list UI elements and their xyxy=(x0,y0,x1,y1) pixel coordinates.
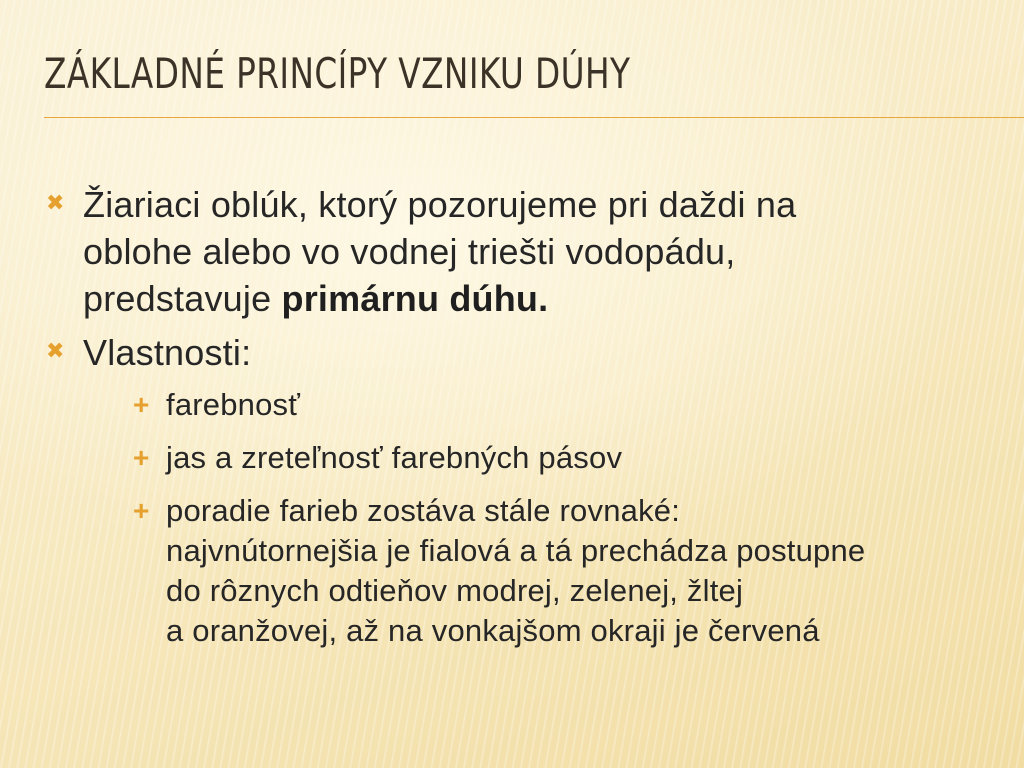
sub-bullet-item xyxy=(83,385,1006,425)
x-mark-bullet-icon: ✖ xyxy=(46,338,65,363)
plus-bullet-icon: + xyxy=(133,495,150,526)
bullet-text-line xyxy=(83,275,1006,322)
sub-bullet-text-line: najvnútornejšia je fialová a tá prechádza postupne xyxy=(166,533,866,568)
sub-bullet-text: farebnosť xyxy=(166,387,301,422)
sub-bullet-text-line: poradie farieb zostáva stále rovnaké: xyxy=(166,493,681,528)
plus-bullet-icon: + xyxy=(133,442,150,473)
sub-bullet-list xyxy=(83,385,1006,651)
plus-bullet-icon: + xyxy=(133,389,150,420)
bullet-text-line: Žiariaci oblúk, ktorý pozorujeme pri daždi na xyxy=(83,184,797,225)
bullet-text: predstavuje xyxy=(83,278,282,319)
bullet-text-line: oblohe alebo vo vodnej triešti vodopádu, xyxy=(83,231,736,272)
bullet-item-properties xyxy=(46,329,1006,651)
sub-bullet-text: jas a zreteľnosť farebných pásov xyxy=(166,440,623,475)
bullet-bold-term: primárnu dúhu. xyxy=(281,278,549,319)
sub-bullet-item xyxy=(83,491,1006,651)
sub-bullet-item xyxy=(83,438,1006,478)
x-mark-bullet-icon: ✖ xyxy=(46,190,65,215)
bullet-text-line: Vlastnosti: xyxy=(83,332,252,373)
sub-bullet-text-line: do rôznych odtieňov modrej, zelenej, žltej xyxy=(166,573,744,608)
slide-title: ZÁKLADNÉ PRINCÍPY VZNIKU DÚHY xyxy=(44,49,631,98)
slide-content xyxy=(46,181,1006,651)
title-underline-rule xyxy=(44,117,1024,118)
bullet-item-primary-rainbow xyxy=(46,181,1006,322)
sub-bullet-text-line: a oranžovej, až na vonkajšom okraji je červená xyxy=(166,613,820,648)
